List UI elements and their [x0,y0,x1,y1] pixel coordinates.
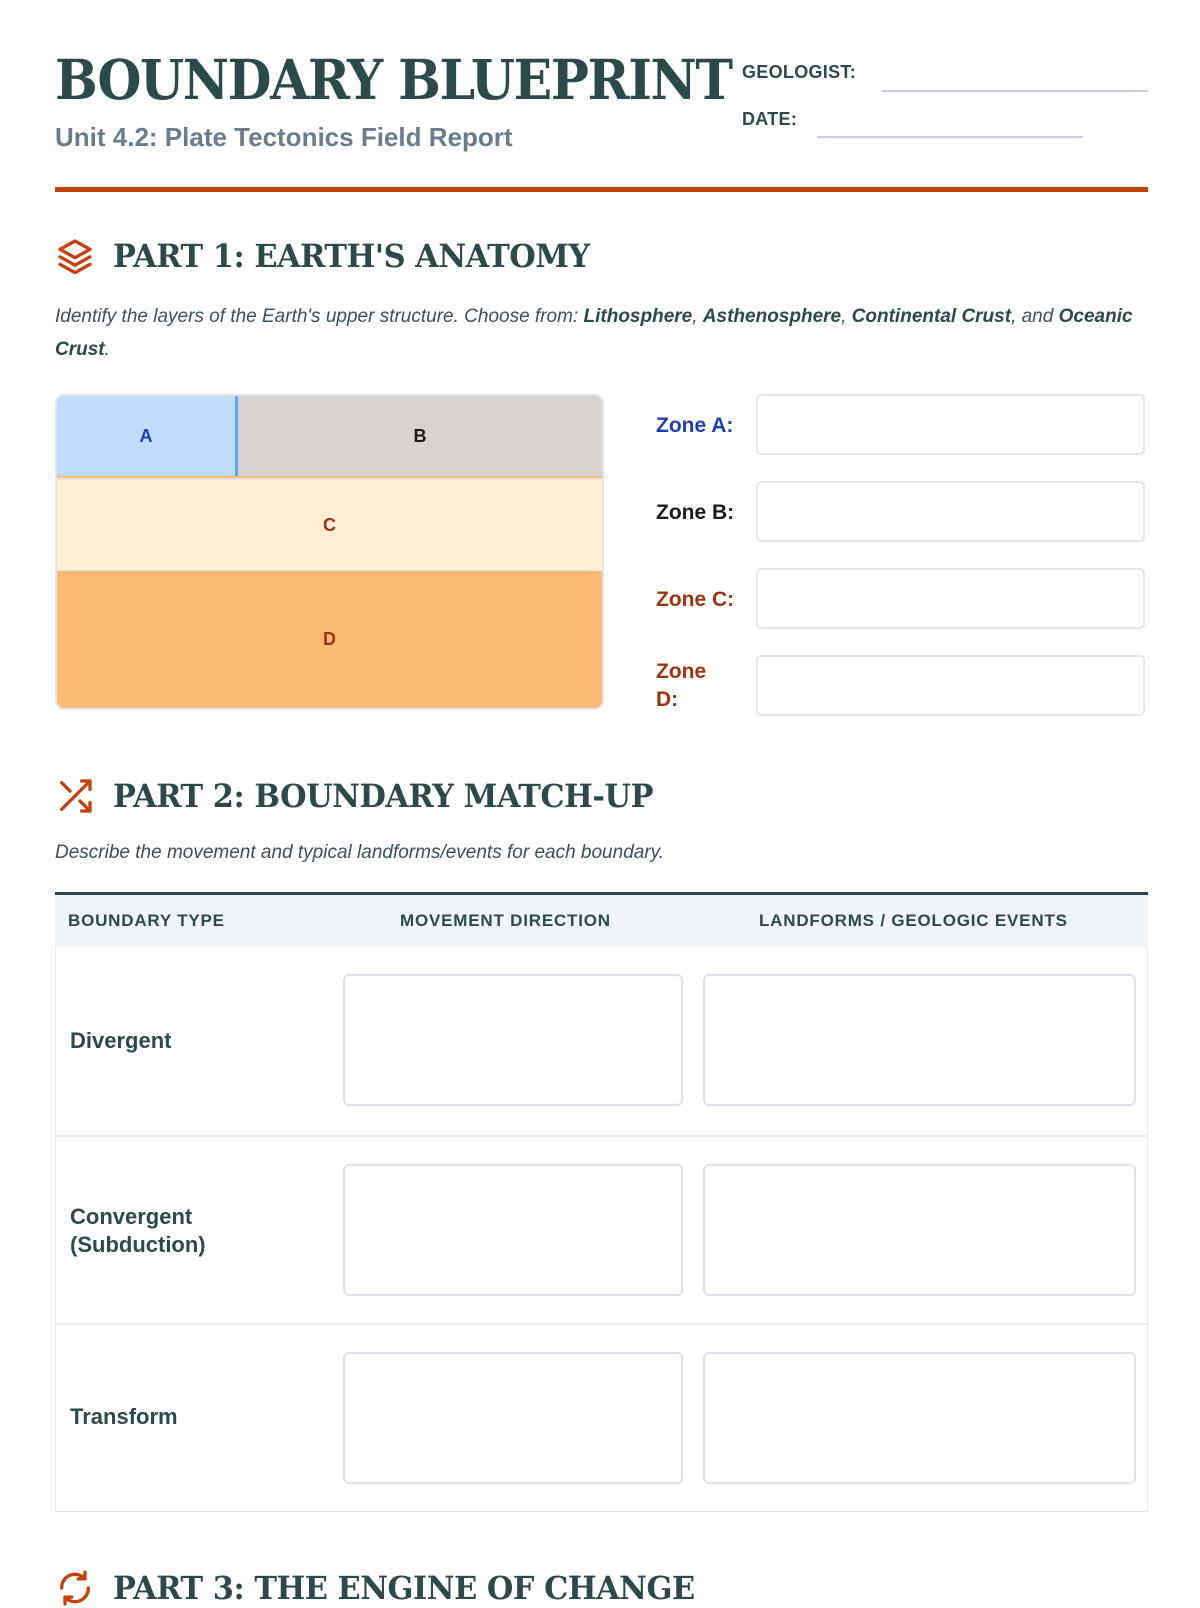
zone-c-label: Zone C: [656,588,735,611]
layer-b: B [238,396,602,476]
date-field[interactable] [817,136,1083,138]
part3-heading [55,1568,725,1608]
date-label: DATE: [742,109,798,129]
table-row [56,1323,1147,1513]
divergent-landforms-input[interactable] [703,974,1136,1106]
worksheet-subtitle: Unit 4.2: Plate Tectonics Field Report [55,122,513,152]
zone-a-label: Zone A: [656,414,734,437]
choice-continental-crust: Continental Crust [851,306,1012,327]
divergent-movement-input[interactable] [343,974,683,1106]
row-label-divergent: Divergent [70,1028,172,1053]
refresh-icon [55,1568,95,1608]
column-header-boundary-type: BOUNDARY TYPE [68,911,225,930]
table-header [55,895,1148,947]
zone-c-input[interactable] [756,568,1145,629]
table-row [56,1135,1147,1325]
layer-d: D [57,571,602,708]
layer-c: C [57,478,602,573]
zone-a-input[interactable] [756,394,1145,455]
part2-instructions: Describe the movement and typical landforms/events for each boundary. [55,842,665,863]
transform-movement-input[interactable] [343,1352,683,1484]
part2-title: PART 2: BOUNDARY MATCH-UP [113,777,653,815]
part1-title: PART 1: EARTH'S ANATOMY [113,237,590,275]
part2-heading [55,776,681,816]
table-row [56,947,1147,1135]
convergent-landforms-input[interactable] [703,1164,1136,1296]
choice-lithosphere: Lithosphere [583,306,693,327]
convergent-movement-input[interactable] [343,1164,683,1296]
geologist-label: GEOLOGIST: [742,62,857,82]
layer-a: A [57,396,238,476]
zone-d-input[interactable] [756,655,1145,716]
shuffle-icon [55,776,95,816]
header-divider [55,187,1148,192]
layers-icon [55,236,95,276]
row-label-convergent: Convergent (Subduction) [70,1204,206,1257]
earth-layers-diagram [55,394,604,710]
part1-instructions: Identify the layers of the Earth's upper structure. Choose from: Lithosphere, Asthenosphere, Continental Crust, and Oceanic Crust. [55,306,1133,360]
zone-d-label: Zone D: [656,660,707,711]
choice-asthenosphere: Asthenosphere [702,306,842,327]
column-header-landforms: LANDFORMS / GEOLOGIC EVENTS [759,911,1068,930]
zone-b-input[interactable] [756,481,1145,542]
row-label-transform: Transform [70,1404,178,1429]
zone-b-label: Zone B: [656,501,735,524]
worksheet-title: BOUNDARY BLUEPRINT [55,47,732,112]
choice-oceanic-crust: Oceanic Crust [55,306,1133,360]
boundary-table [55,947,1148,1512]
part3-title: PART 3: THE ENGINE OF CHANGE [113,1569,695,1607]
geologist-field[interactable] [882,90,1148,92]
part1-heading [55,236,615,276]
column-header-movement-direction: MOVEMENT DIRECTION [400,911,611,930]
transform-landforms-input[interactable] [703,1352,1136,1484]
